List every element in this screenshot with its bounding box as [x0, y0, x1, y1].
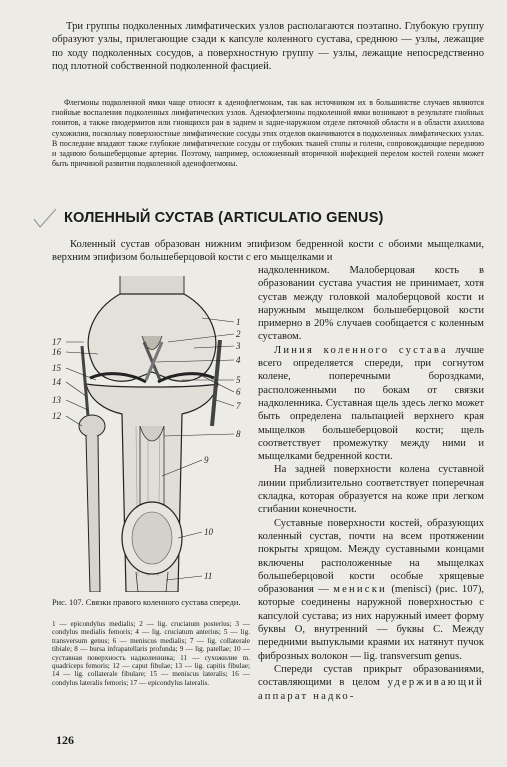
joint-line-spaced-term: Линия коленного сустава	[274, 344, 448, 356]
phlegmon-note-paragraph: Флегмоны подколенной ямки чаще относят к аденофлегмонам, так как источником их в большинстве случаев являются гнойные воспаления подколенных лимфатических узлов. Аденофлегмоны подколенной ямки возникают в результате гнойных гонитов, а также пиодермитов или гноящихся ран в заднем и задне-наружном отделе пяточной области и в области ахиллова сухожилия, поскольку поверхностные лимфатические сосуды этих отделов оканчиваются в подколенных лимфатических узлах. В последние впадают также глубокие лимфатические сосуды от глубоких тканей стопы и голени, сопровождающие переднюю и заднюю большеберцовые артерии. Поэтому, например, осложненный вторичной инфекцией перелом костей голени может быть причиной развития подколенной аденофлегмоны.	[52, 98, 484, 169]
figure-label-9: 9	[204, 455, 209, 465]
handwritten-check-mark	[30, 205, 60, 231]
figure-label-1: 1	[236, 317, 241, 327]
figure-label-14: 14	[52, 377, 61, 387]
right-text-column	[258, 264, 484, 703]
right-paragraph-4	[258, 517, 484, 663]
figure-label-3: 3	[236, 341, 241, 351]
figure-label-15: 15	[52, 363, 61, 373]
figure-label-4: 4	[236, 355, 241, 365]
menisci-text-a: Суставные поверхности костей, образующих коленный сустав, почти на всем протяжении покрыты хрящом. Между суставными концами включены расположенные на мыщелках большеберцовой кости особые хрящевые образования —	[258, 517, 484, 596]
right-paragraph-5	[258, 663, 484, 703]
figure-caption: Рис. 107. Связки правого коленного сустава спереди.	[52, 598, 241, 607]
figure-label-12: 12	[52, 411, 61, 421]
joint-line-text: лучше всего определяется спереди, при согнутом колене, поперечными бороздками, расположенными по бокам от связки надколенника. Суставная щель здесь легко может быть определена пальпацией верхнего края мыщелков большеберцовой кости; щель соответствует промежутку между ними и мыщелками бедренной кости.	[258, 344, 484, 463]
menisci-spaced-term: мениски	[333, 584, 387, 596]
section-heading: КОЛЕННЫЙ СУСТАВ (ARTICULATIO GENUS)	[64, 210, 384, 226]
menisci-text-b: (menisci) (рис. 107), которые соединены наружной поверхностью с капсулой сустава; из них наружный имеет форму буквы О, внутренний — буквы С. Между передними выпуклыми краями их натянут пучок фиброзных волокон — lig. transversum genus.	[258, 584, 484, 662]
figure-label-17: 17	[52, 337, 61, 347]
figure-label-6: 6	[236, 387, 241, 397]
figure-label-5: 5	[236, 375, 241, 385]
retaining-apparatus-text: Спереди сустав прикрыт образованиями, составляющими в целом	[258, 663, 484, 689]
lead-paragraph: Коленный сустав образован нижним эпифизом бедренной кости с обоими мыщелками, верхним эпифизом большеберцовой кости с его мыщелками и	[52, 239, 484, 264]
figure-label-11: 11	[204, 571, 213, 581]
page-number: 126	[56, 733, 74, 747]
intro-paragraph: Три группы подколенных лимфатических узлов располагаются поэтапно. Глубокую группу образуют узлы, прилегающие сзади к капсуле коленного сустава, среднюю — узлы, лежащие по ходу подколенных сосудов, а поверхностную группу — узлы, лежащие непосредственно под плотной собственной подколенной фасцией.	[52, 21, 484, 73]
figure-label-8: 8	[236, 429, 241, 439]
right-paragraph-3: На задней поверхности колена суставной линии приблизительно соответствует поперечная складка, которая образуется на коже при легком сгибании конечности.	[258, 464, 484, 516]
figure-label-10: 10	[204, 527, 213, 537]
figure-label-2: 2	[236, 329, 241, 339]
right-paragraph-2	[258, 344, 484, 464]
figure-label-13: 13	[52, 395, 61, 405]
knee-joint-figure	[52, 276, 252, 592]
figure-label-7: 7	[236, 401, 241, 411]
figure-label-16: 16	[52, 347, 61, 357]
figure-legend: 1 — epicondylus medialis; 2 — lig. cruciatum posterius; 3 — condylus medialis femoris; 4 — lig. cruciatum anterius; 5 — lig. transversum genus; 6 — meniscus medialis; 7 — lig. collaterale tibiale; 8 — bursa infrapatellaris profunda; 9 — lig. patellae; 10 — суставная поверхность надколенника; 11 — сухожилие m. quadriceps femoris; 12 — caput fibulae; 13 — lig. capitis fibulae; 14 — lig. collaterale fibulare; 15 — meniscus lateralis; 16 — condylus lateralis femoris; 17 — epicondylus lateralis.	[52, 620, 250, 687]
knee-ligaments-illustration	[52, 276, 252, 592]
retaining-apparatus-spaced-term: удерживающий аппарат надко-	[258, 677, 484, 702]
right-paragraph-1: надколенником. Малоберцовая кость в образовании сустава участия не принимает, хотя сустав между головкой малоберцовой кости и наружным мыщелком большеберцовой кости примерно в 20% случаев сообщается с коленным суставом.	[258, 265, 484, 343]
